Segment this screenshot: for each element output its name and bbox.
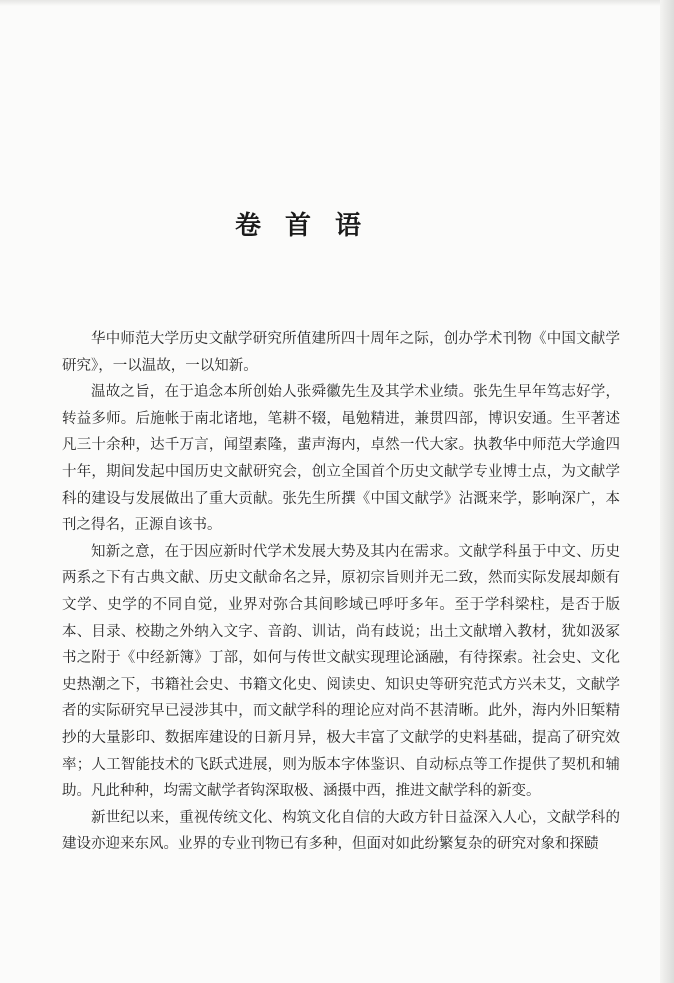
paragraph-3: 知新之意，在于因应新时代学术发展大势及其内在需求。文献学科虽于中文、历史两系之下有古典文献、历史文献命名之异，原初宗旨则并无二致，然而实际发展却颇有文学、史学的不同自觉，业界对弥合其间畛域已呼吁多年。至于学科梁柱，是否于版本、目录、校勘之外纳入文字、音韵、训诂，尚有歧说；出土文献增入教材，犹如汲冢书之附于《中经新簿》丁部，如何与传世文献实现理论涵融，有待探索。社会史、文化史热潮之下，书籍社会史、书籍文化史、阅读史、知识史等研究范式方兴未艾，文献学者的实际研究早已浸涉其中，而文献学科的理论应对尚不甚清晰。此外，海内外旧椠精抄的大量影印、数据库建设的日新月异，极大丰富了文献学的史料基础，提高了研究效率；人工智能技术的飞跃式进展，则为版本字体鉴识、自动标点等工作提供了契机和辅助。凡此种种，均需文献学者钩深取极、涵摄中西，推进文献学科的新变。 <box>62 543 620 800</box>
page-top-shadow <box>0 0 674 6</box>
body-text <box>62 326 620 858</box>
paragraph-2: 温故之旨，在于追念本所创始人张舜徽先生及其学术业绩。张先生早年笃志好学，转益多师。后施帐于南北诸地，笔耕不辍，黾勉精进，兼贯四部，博识安通。生平著述凡三十余种，达千万言，闻望素隆，蜚声海内，卓然一代大家。执教华中师范大学逾四十年，期间发起中国历史文献研究会，创立全国首个历史文献学专业博士点，为文献学科的建设与发展做出了重大贡献。张先生所撰《中国文献学》沾溉来学，影响深广，本刊之得名，正源自该书。 <box>62 384 620 534</box>
page-spine-shadow <box>660 0 674 983</box>
paragraph-4: 新世纪以来，重视传统文化、构筑文化自信的大政方针日益深入人心，文献学科的建设亦迎来东风。业界的专业刊物已有多种，但面对如此纷繁复杂的研究对象和探赜 <box>62 809 620 853</box>
paragraph-1: 华中师范大学历史文献学研究所值建所四十周年之际，创办学术刊物《中国文献学研究》，一以温故，一以知新。 <box>62 331 620 374</box>
page-title: 卷首语 <box>234 211 385 241</box>
